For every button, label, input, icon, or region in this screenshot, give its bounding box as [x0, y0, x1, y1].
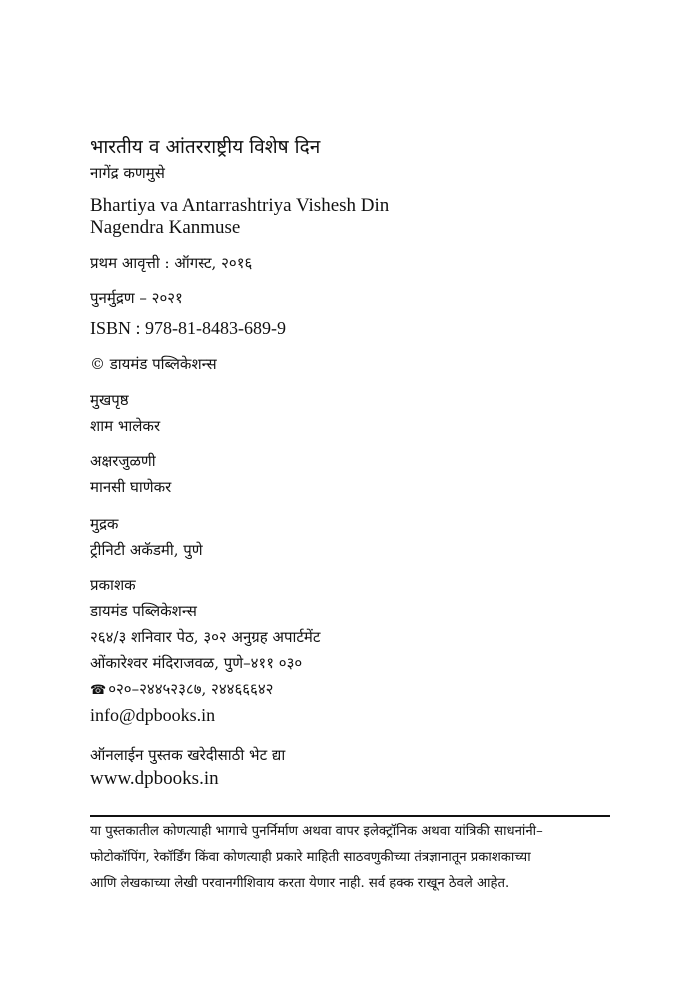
isbn: ISBN : 978-81-8483-689-9 — [90, 318, 286, 338]
rights-notice-line: या पुस्तकातील कोणत्याही भागाचे पुनर्निर्माण अथवा वापर इलेक्ट्रॉनिक अथवा यांत्रिकी साधनांनी– — [90, 824, 543, 839]
publisher-name: डायमंड पब्लिकेशन्स — [90, 602, 197, 620]
cover-label: मुखपृष्ठ — [90, 391, 129, 409]
printer-name: ट्रीनिटी अकॅडमी, पुणे — [90, 541, 203, 559]
author-english: Nagendra Kanmuse — [90, 217, 241, 238]
typesetting-label: अक्षरजुळणी — [90, 452, 156, 470]
publisher-email[interactable]: info@dpbooks.in — [90, 705, 216, 725]
cover-name: शाम भालेकर — [90, 417, 161, 435]
author-marathi: नागेंद्र कणमुसे — [90, 164, 165, 182]
rights-notice-line: फोटोकॉपिंग, रेकॉर्डिंग किंवा कोणत्याही प्रकारे माहिती साठवणुकीच्या तंत्रज्ञानातून प्रकाशकाच्या — [90, 850, 531, 865]
rights-notice-line: आणि लेखकाच्या लेखी परवानगीशिवाय करता येणार नाही. सर्व हक्क राखून ठेवले आहेत. — [90, 876, 510, 891]
copyright: © डायमंड पब्लिकेशन्स — [90, 355, 217, 373]
publisher-phone: ०२०–२४४५२३८७, २४४६६६४२ — [108, 680, 274, 698]
publisher-address-line1: २६४/३ शनिवार पेठ, ३०२ अनुग्रह अपार्टमेंट — [90, 628, 321, 646]
publisher-phone-row — [90, 679, 273, 699]
rights-notice — [90, 819, 610, 897]
online-purchase-label: ऑनलाईन पुस्तक खरेदीसाठी भेट द्या — [90, 746, 286, 764]
publisher-address-line2: ओंकारेश्वर मंदिराजवळ, पुणे–४११ ०३० — [90, 654, 303, 672]
telephone-icon: ☎ — [90, 683, 107, 698]
reprint-year: पुनर्मुद्रण – २०२१ — [90, 289, 183, 307]
book-title-marathi: भारतीय व आंतरराष्ट्रीय विशेष दिन — [90, 136, 321, 158]
publisher-label: प्रकाशक — [90, 576, 136, 594]
typesetting-name: मानसी घाणेकर — [90, 478, 172, 496]
printer-label: मुद्रक — [90, 515, 119, 533]
publisher-website[interactable]: www.dpbooks.in — [90, 768, 219, 789]
book-title-english: Bhartiya va Antarrashtriya Vishesh Din — [90, 195, 390, 216]
first-edition: प्रथम आवृत्ती : ऑगस्ट, २०१६ — [90, 254, 253, 272]
divider-rule — [90, 815, 610, 817]
